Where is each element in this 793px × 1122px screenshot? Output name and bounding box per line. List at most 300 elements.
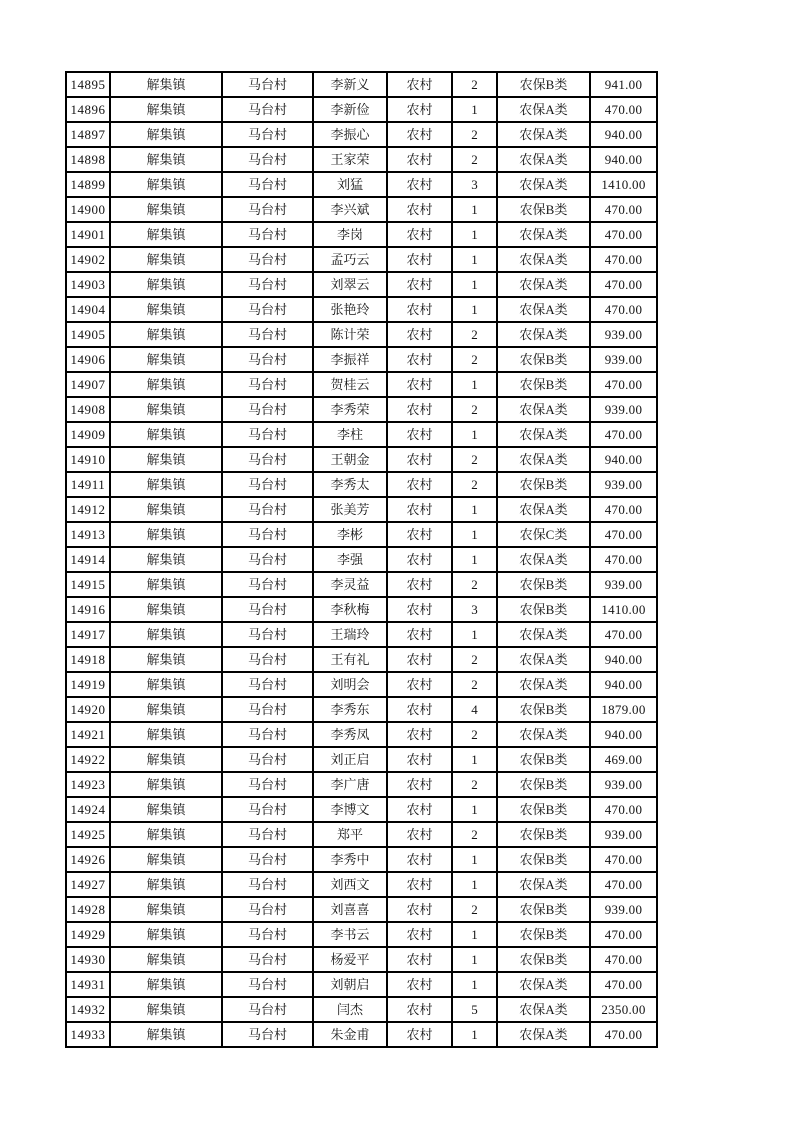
cell-count: 1 <box>452 247 497 272</box>
cell-id: 14917 <box>66 622 110 647</box>
cell-category: 农保B类 <box>497 922 590 947</box>
cell-name: 李彬 <box>313 522 387 547</box>
cell-village: 马台村 <box>222 747 313 772</box>
table-row <box>66 947 657 972</box>
cell-amount: 939.00 <box>590 772 657 797</box>
cell-amount: 470.00 <box>590 797 657 822</box>
cell-category: 农保A类 <box>497 122 590 147</box>
cell-id: 14921 <box>66 722 110 747</box>
cell-name: 王家荣 <box>313 147 387 172</box>
cell-amount: 470.00 <box>590 522 657 547</box>
cell-town: 解集镇 <box>110 647 222 672</box>
table-row <box>66 97 657 122</box>
cell-count: 1 <box>452 547 497 572</box>
cell-village: 马台村 <box>222 897 313 922</box>
cell-residence_type: 农村 <box>387 297 452 322</box>
cell-id: 14924 <box>66 797 110 822</box>
cell-town: 解集镇 <box>110 597 222 622</box>
cell-amount: 470.00 <box>590 272 657 297</box>
cell-amount: 470.00 <box>590 247 657 272</box>
cell-count: 2 <box>452 772 497 797</box>
cell-village: 马台村 <box>222 922 313 947</box>
table-row <box>66 72 657 97</box>
cell-id: 14913 <box>66 522 110 547</box>
cell-village: 马台村 <box>222 522 313 547</box>
cell-town: 解集镇 <box>110 872 222 897</box>
cell-town: 解集镇 <box>110 972 222 997</box>
cell-count: 1 <box>452 1022 497 1047</box>
cell-id: 14919 <box>66 672 110 697</box>
cell-count: 2 <box>452 722 497 747</box>
cell-category: 农保A类 <box>497 1022 590 1047</box>
cell-category: 农保A类 <box>497 547 590 572</box>
cell-category: 农保B类 <box>497 572 590 597</box>
cell-id: 14927 <box>66 872 110 897</box>
cell-amount: 939.00 <box>590 822 657 847</box>
cell-name: 李新俭 <box>313 97 387 122</box>
cell-id: 14923 <box>66 772 110 797</box>
cell-amount: 470.00 <box>590 372 657 397</box>
cell-name: 李柱 <box>313 422 387 447</box>
cell-category: 农保B类 <box>497 897 590 922</box>
cell-name: 孟巧云 <box>313 247 387 272</box>
cell-residence_type: 农村 <box>387 872 452 897</box>
cell-amount: 939.00 <box>590 472 657 497</box>
cell-village: 马台村 <box>222 497 313 522</box>
cell-category: 农保A类 <box>497 397 590 422</box>
cell-name: 李振心 <box>313 122 387 147</box>
cell-name: 李博文 <box>313 797 387 822</box>
cell-amount: 470.00 <box>590 622 657 647</box>
cell-category: 农保B类 <box>497 472 590 497</box>
cell-name: 刘明会 <box>313 672 387 697</box>
cell-amount: 470.00 <box>590 547 657 572</box>
cell-name: 王瑞玲 <box>313 622 387 647</box>
cell-amount: 470.00 <box>590 947 657 972</box>
cell-residence_type: 农村 <box>387 97 452 122</box>
cell-town: 解集镇 <box>110 297 222 322</box>
cell-category: 农保B类 <box>497 772 590 797</box>
cell-village: 马台村 <box>222 122 313 147</box>
cell-town: 解集镇 <box>110 397 222 422</box>
cell-id: 14908 <box>66 397 110 422</box>
cell-count: 1 <box>452 422 497 447</box>
cell-id: 14896 <box>66 97 110 122</box>
cell-residence_type: 农村 <box>387 747 452 772</box>
cell-amount: 470.00 <box>590 922 657 947</box>
cell-id: 14899 <box>66 172 110 197</box>
cell-id: 14922 <box>66 747 110 772</box>
cell-amount: 940.00 <box>590 147 657 172</box>
cell-id: 14926 <box>66 847 110 872</box>
cell-count: 1 <box>452 622 497 647</box>
table-row <box>66 172 657 197</box>
cell-village: 马台村 <box>222 1022 313 1047</box>
cell-village: 马台村 <box>222 872 313 897</box>
cell-count: 2 <box>452 822 497 847</box>
cell-village: 马台村 <box>222 472 313 497</box>
table-row <box>66 522 657 547</box>
cell-count: 1 <box>452 222 497 247</box>
cell-residence_type: 农村 <box>387 797 452 822</box>
table-row <box>66 297 657 322</box>
cell-name: 刘喜喜 <box>313 897 387 922</box>
cell-count: 1 <box>452 297 497 322</box>
table-row <box>66 147 657 172</box>
cell-residence_type: 农村 <box>387 472 452 497</box>
cell-residence_type: 农村 <box>387 222 452 247</box>
cell-village: 马台村 <box>222 997 313 1022</box>
cell-town: 解集镇 <box>110 847 222 872</box>
cell-count: 2 <box>452 147 497 172</box>
cell-village: 马台村 <box>222 322 313 347</box>
table-row <box>66 672 657 697</box>
cell-residence_type: 农村 <box>387 647 452 672</box>
cell-amount: 939.00 <box>590 572 657 597</box>
cell-name: 李书云 <box>313 922 387 947</box>
cell-id: 14915 <box>66 572 110 597</box>
cell-count: 2 <box>452 447 497 472</box>
cell-name: 刘猛 <box>313 172 387 197</box>
cell-category: 农保A类 <box>497 297 590 322</box>
cell-village: 马台村 <box>222 447 313 472</box>
table-row <box>66 472 657 497</box>
cell-residence_type: 农村 <box>387 572 452 597</box>
cell-village: 马台村 <box>222 597 313 622</box>
cell-count: 1 <box>452 797 497 822</box>
cell-category: 农保A类 <box>497 972 590 997</box>
cell-category: 农保A类 <box>497 622 590 647</box>
cell-residence_type: 农村 <box>387 172 452 197</box>
cell-town: 解集镇 <box>110 547 222 572</box>
cell-category: 农保A类 <box>497 447 590 472</box>
cell-count: 1 <box>452 972 497 997</box>
table-row <box>66 372 657 397</box>
cell-id: 14895 <box>66 72 110 97</box>
cell-name: 刘正启 <box>313 747 387 772</box>
cell-id: 14914 <box>66 547 110 572</box>
table-row <box>66 347 657 372</box>
cell-category: 农保B类 <box>497 847 590 872</box>
cell-town: 解集镇 <box>110 147 222 172</box>
cell-count: 4 <box>452 697 497 722</box>
cell-name: 李岗 <box>313 222 387 247</box>
cell-residence_type: 农村 <box>387 847 452 872</box>
table-row <box>66 747 657 772</box>
cell-town: 解集镇 <box>110 797 222 822</box>
cell-count: 1 <box>452 522 497 547</box>
cell-residence_type: 农村 <box>387 347 452 372</box>
cell-town: 解集镇 <box>110 247 222 272</box>
table-row <box>66 772 657 797</box>
cell-town: 解集镇 <box>110 572 222 597</box>
cell-count: 3 <box>452 597 497 622</box>
cell-name: 李灵益 <box>313 572 387 597</box>
cell-village: 马台村 <box>222 947 313 972</box>
table-row <box>66 822 657 847</box>
cell-town: 解集镇 <box>110 622 222 647</box>
table-row <box>66 547 657 572</box>
table-row <box>66 197 657 222</box>
cell-town: 解集镇 <box>110 922 222 947</box>
table-row <box>66 222 657 247</box>
cell-name: 李新义 <box>313 72 387 97</box>
cell-town: 解集镇 <box>110 322 222 347</box>
cell-amount: 470.00 <box>590 1022 657 1047</box>
table-row <box>66 897 657 922</box>
table-row <box>66 997 657 1022</box>
cell-town: 解集镇 <box>110 422 222 447</box>
cell-town: 解集镇 <box>110 372 222 397</box>
cell-id: 14930 <box>66 947 110 972</box>
cell-amount: 470.00 <box>590 197 657 222</box>
table-row <box>66 797 657 822</box>
cell-count: 2 <box>452 472 497 497</box>
cell-town: 解集镇 <box>110 672 222 697</box>
cell-village: 马台村 <box>222 297 313 322</box>
cell-village: 马台村 <box>222 647 313 672</box>
cell-count: 2 <box>452 322 497 347</box>
cell-residence_type: 农村 <box>387 447 452 472</box>
cell-count: 5 <box>452 997 497 1022</box>
cell-amount: 940.00 <box>590 722 657 747</box>
cell-village: 马台村 <box>222 547 313 572</box>
cell-count: 1 <box>452 272 497 297</box>
cell-category: 农保A类 <box>497 647 590 672</box>
cell-residence_type: 农村 <box>387 972 452 997</box>
cell-category: 农保A类 <box>497 272 590 297</box>
cell-category: 农保B类 <box>497 747 590 772</box>
cell-town: 解集镇 <box>110 122 222 147</box>
cell-residence_type: 农村 <box>387 122 452 147</box>
cell-town: 解集镇 <box>110 947 222 972</box>
cell-count: 2 <box>452 572 497 597</box>
cell-amount: 2350.00 <box>590 997 657 1022</box>
cell-count: 2 <box>452 347 497 372</box>
cell-id: 14905 <box>66 322 110 347</box>
cell-name: 李秀荣 <box>313 397 387 422</box>
cell-name: 李兴斌 <box>313 197 387 222</box>
cell-amount: 940.00 <box>590 447 657 472</box>
cell-town: 解集镇 <box>110 347 222 372</box>
cell-id: 14916 <box>66 597 110 622</box>
cell-name: 陈计荣 <box>313 322 387 347</box>
benefits-roster-table <box>65 71 658 1048</box>
table-row <box>66 647 657 672</box>
cell-category: 农保B类 <box>497 697 590 722</box>
cell-village: 马台村 <box>222 72 313 97</box>
cell-category: 农保A类 <box>497 997 590 1022</box>
cell-amount: 469.00 <box>590 747 657 772</box>
cell-amount: 470.00 <box>590 222 657 247</box>
cell-village: 马台村 <box>222 422 313 447</box>
cell-amount: 470.00 <box>590 872 657 897</box>
cell-name: 李秀中 <box>313 847 387 872</box>
cell-category: 农保B类 <box>497 822 590 847</box>
cell-village: 马台村 <box>222 272 313 297</box>
cell-category: 农保B类 <box>497 797 590 822</box>
cell-name: 张美芳 <box>313 497 387 522</box>
cell-village: 马台村 <box>222 672 313 697</box>
cell-category: 农保A类 <box>497 422 590 447</box>
table-row <box>66 322 657 347</box>
cell-id: 14904 <box>66 297 110 322</box>
cell-amount: 941.00 <box>590 72 657 97</box>
cell-category: 农保A类 <box>497 672 590 697</box>
cell-id: 14912 <box>66 497 110 522</box>
cell-residence_type: 农村 <box>387 522 452 547</box>
cell-amount: 939.00 <box>590 347 657 372</box>
cell-residence_type: 农村 <box>387 897 452 922</box>
cell-id: 14918 <box>66 647 110 672</box>
cell-amount: 470.00 <box>590 847 657 872</box>
cell-category: 农保A类 <box>497 222 590 247</box>
cell-residence_type: 农村 <box>387 772 452 797</box>
cell-count: 1 <box>452 847 497 872</box>
cell-town: 解集镇 <box>110 722 222 747</box>
cell-village: 马台村 <box>222 222 313 247</box>
cell-category: 农保A类 <box>497 322 590 347</box>
cell-id: 14902 <box>66 247 110 272</box>
cell-amount: 940.00 <box>590 122 657 147</box>
cell-category: 农保A类 <box>497 872 590 897</box>
table-row <box>66 447 657 472</box>
cell-id: 14925 <box>66 822 110 847</box>
cell-name: 朱金甫 <box>313 1022 387 1047</box>
cell-category: 农保A类 <box>497 722 590 747</box>
cell-residence_type: 农村 <box>387 397 452 422</box>
cell-count: 1 <box>452 947 497 972</box>
cell-amount: 1410.00 <box>590 172 657 197</box>
cell-town: 解集镇 <box>110 222 222 247</box>
cell-count: 1 <box>452 872 497 897</box>
cell-count: 2 <box>452 897 497 922</box>
cell-count: 1 <box>452 372 497 397</box>
table-row <box>66 497 657 522</box>
cell-name: 刘西文 <box>313 872 387 897</box>
cell-town: 解集镇 <box>110 97 222 122</box>
cell-residence_type: 农村 <box>387 672 452 697</box>
cell-town: 解集镇 <box>110 997 222 1022</box>
cell-residence_type: 农村 <box>387 722 452 747</box>
cell-residence_type: 农村 <box>387 622 452 647</box>
cell-amount: 470.00 <box>590 972 657 997</box>
cell-name: 贺桂云 <box>313 372 387 397</box>
cell-village: 马台村 <box>222 347 313 372</box>
table-row <box>66 922 657 947</box>
table-row <box>66 247 657 272</box>
cell-residence_type: 农村 <box>387 547 452 572</box>
cell-count: 1 <box>452 747 497 772</box>
cell-town: 解集镇 <box>110 822 222 847</box>
cell-id: 14897 <box>66 122 110 147</box>
cell-residence_type: 农村 <box>387 72 452 97</box>
table-row <box>66 622 657 647</box>
cell-category: 农保A类 <box>497 97 590 122</box>
table-row <box>66 972 657 997</box>
cell-village: 马台村 <box>222 697 313 722</box>
cell-amount: 470.00 <box>590 297 657 322</box>
cell-residence_type: 农村 <box>387 922 452 947</box>
cell-residence_type: 农村 <box>387 247 452 272</box>
cell-town: 解集镇 <box>110 72 222 97</box>
cell-name: 张艳玲 <box>313 297 387 322</box>
table-row <box>66 422 657 447</box>
cell-name: 李秋梅 <box>313 597 387 622</box>
cell-category: 农保B类 <box>497 72 590 97</box>
cell-id: 14906 <box>66 347 110 372</box>
cell-amount: 940.00 <box>590 647 657 672</box>
cell-residence_type: 农村 <box>387 272 452 297</box>
cell-category: 农保B类 <box>497 197 590 222</box>
cell-residence_type: 农村 <box>387 147 452 172</box>
cell-residence_type: 农村 <box>387 197 452 222</box>
cell-name: 李秀东 <box>313 697 387 722</box>
cell-category: 农保A类 <box>497 172 590 197</box>
cell-category: 农保A类 <box>497 147 590 172</box>
cell-amount: 470.00 <box>590 422 657 447</box>
cell-village: 马台村 <box>222 197 313 222</box>
cell-village: 马台村 <box>222 97 313 122</box>
table-row <box>66 847 657 872</box>
cell-residence_type: 农村 <box>387 822 452 847</box>
cell-amount: 1410.00 <box>590 597 657 622</box>
cell-id: 14900 <box>66 197 110 222</box>
cell-town: 解集镇 <box>110 472 222 497</box>
cell-id: 14932 <box>66 997 110 1022</box>
cell-village: 马台村 <box>222 247 313 272</box>
table-row <box>66 1022 657 1047</box>
cell-name: 王有礼 <box>313 647 387 672</box>
cell-village: 马台村 <box>222 847 313 872</box>
cell-village: 马台村 <box>222 572 313 597</box>
cell-count: 3 <box>452 172 497 197</box>
cell-count: 2 <box>452 647 497 672</box>
cell-amount: 940.00 <box>590 672 657 697</box>
cell-id: 14898 <box>66 147 110 172</box>
cell-name: 杨爱平 <box>313 947 387 972</box>
cell-count: 1 <box>452 497 497 522</box>
cell-name: 李秀太 <box>313 472 387 497</box>
cell-id: 14910 <box>66 447 110 472</box>
cell-count: 1 <box>452 922 497 947</box>
cell-village: 马台村 <box>222 797 313 822</box>
cell-amount: 470.00 <box>590 497 657 522</box>
cell-name: 李强 <box>313 547 387 572</box>
cell-village: 马台村 <box>222 822 313 847</box>
cell-id: 14903 <box>66 272 110 297</box>
cell-village: 马台村 <box>222 147 313 172</box>
cell-residence_type: 农村 <box>387 322 452 347</box>
cell-category: 农保A类 <box>497 497 590 522</box>
cell-id: 14929 <box>66 922 110 947</box>
cell-name: 刘翠云 <box>313 272 387 297</box>
cell-name: 李秀凤 <box>313 722 387 747</box>
cell-town: 解集镇 <box>110 897 222 922</box>
cell-category: 农保B类 <box>497 597 590 622</box>
cell-residence_type: 农村 <box>387 372 452 397</box>
cell-village: 马台村 <box>222 372 313 397</box>
cell-village: 马台村 <box>222 172 313 197</box>
cell-name: 李振祥 <box>313 347 387 372</box>
cell-id: 14928 <box>66 897 110 922</box>
table-row <box>66 722 657 747</box>
cell-category: 农保C类 <box>497 522 590 547</box>
cell-residence_type: 农村 <box>387 497 452 522</box>
cell-count: 2 <box>452 122 497 147</box>
cell-town: 解集镇 <box>110 447 222 472</box>
cell-village: 马台村 <box>222 772 313 797</box>
